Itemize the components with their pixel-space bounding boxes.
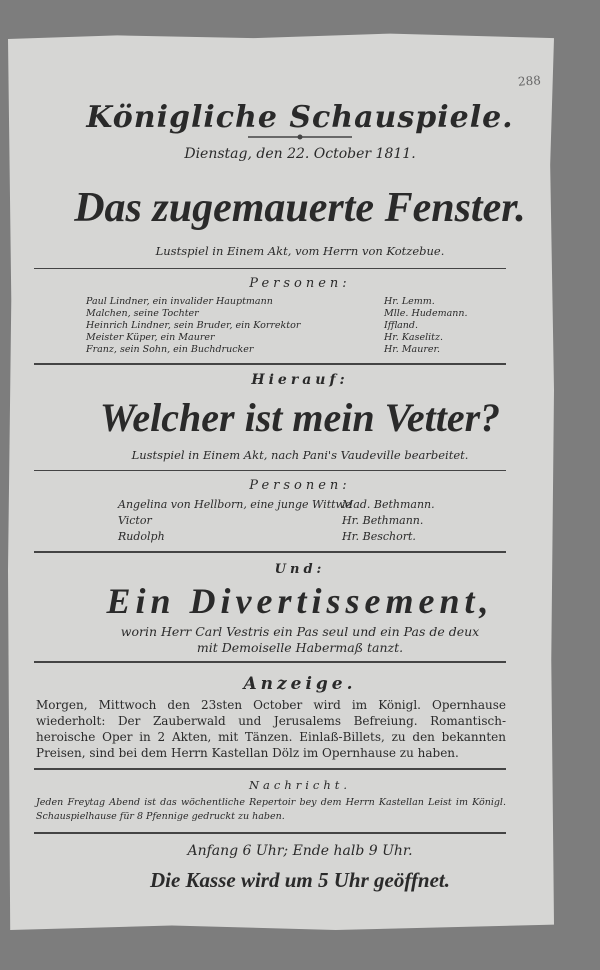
play2-subtitle: Lustspiel in Einem Akt, nach Pani's Vaudeville bearbeitet. (131, 448, 469, 462)
cast-actor: Hr. Maurer. (384, 344, 441, 355)
box-office-notice: Die Kasse wird um 5 Uhr geöffnet. (149, 868, 451, 892)
divider (34, 661, 506, 663)
play2-intro: Hierauf: (251, 372, 349, 388)
play2-title: Welcher ist mein Vetter? (99, 395, 501, 440)
divider (34, 363, 506, 365)
cast-role: Franz, sein Sohn, ein Buchdrucker (86, 344, 254, 355)
archive-stamp: 288 (517, 73, 542, 89)
anzeige-text: Morgen, Mittwoch den 23sten October wird im Königl. Opernhause wiederholt: Der Zauberwald und Jerusalems Befreiung. Romantisch-heroische Oper in 2 Akten, mit Tänzen. Einlaß-Billets, zu den bekannten Preisen, sind bei dem Herrn Kastellan Dölz im Opernhause zu haben. (36, 698, 506, 760)
cast-actor: Hr. Kaselitz. (384, 332, 443, 343)
divider (34, 832, 506, 834)
anzeige-heading: Anzeige. (243, 674, 357, 694)
play1-cast-heading: Personen: (249, 276, 351, 291)
divertissement-intro: Und: (274, 562, 326, 577)
cast-actor: Hr. Bethmann. (342, 514, 424, 527)
divider (34, 470, 506, 471)
cast-role: Meister Küper, ein Maurer (86, 332, 215, 343)
divertissement-title: Ein Divertissement, (106, 581, 494, 621)
cast-role: Rudolph (118, 530, 165, 543)
divider (34, 768, 506, 770)
play2-cast-heading: Personen: (249, 478, 351, 493)
cast-role: Angelina von Hellborn, eine junge Wittwe (118, 498, 352, 511)
cast-actor: Iffland. (384, 320, 419, 331)
cast-actor: Hr. Beschort. (342, 530, 416, 543)
show-times: Anfang 6 Uhr; Ende halb 9 Uhr. (187, 843, 413, 859)
cast-actor: Mlle. Hudemann. (384, 308, 468, 319)
ornament-rule (248, 134, 352, 140)
cast-role: Malchen, seine Tochter (86, 308, 199, 319)
nachricht-text: Jeden Freytag Abend ist das wöchentliche Repertoir bey dem Herrn Kastellan Leist im Königl. Schauspielhause für 8 Pfennige gedruckt zu haben. (36, 797, 506, 822)
cast-role: Victor (118, 514, 152, 527)
divertissement-line2: mit Demoiselle Habermaß tanzt. (196, 640, 404, 655)
theatre-title: Königliche Schauspiele. (86, 100, 514, 135)
cast-actor: Hr. Lemm. (384, 296, 435, 307)
play1-title: Das zugemauerte Fenster. (74, 185, 526, 231)
divider (34, 268, 506, 269)
performance-date: Dienstag, den 22. October 1811. (184, 146, 416, 162)
play1-subtitle: Lustspiel in Einem Akt, vom Herrn von Kotzebue. (155, 244, 445, 258)
cast-role: Heinrich Lindner, sein Bruder, ein Korrektor (86, 320, 301, 331)
nachricht-heading: Nachricht. (248, 778, 352, 792)
cast-actor: Mad. Bethmann. (342, 498, 435, 511)
divertissement-line1: worin Herr Carl Vestris ein Pas seul und ein Pas de deux (120, 624, 480, 639)
cast-role: Paul Lindner, ein invalider Hauptmann (86, 296, 273, 307)
divider (34, 551, 506, 553)
